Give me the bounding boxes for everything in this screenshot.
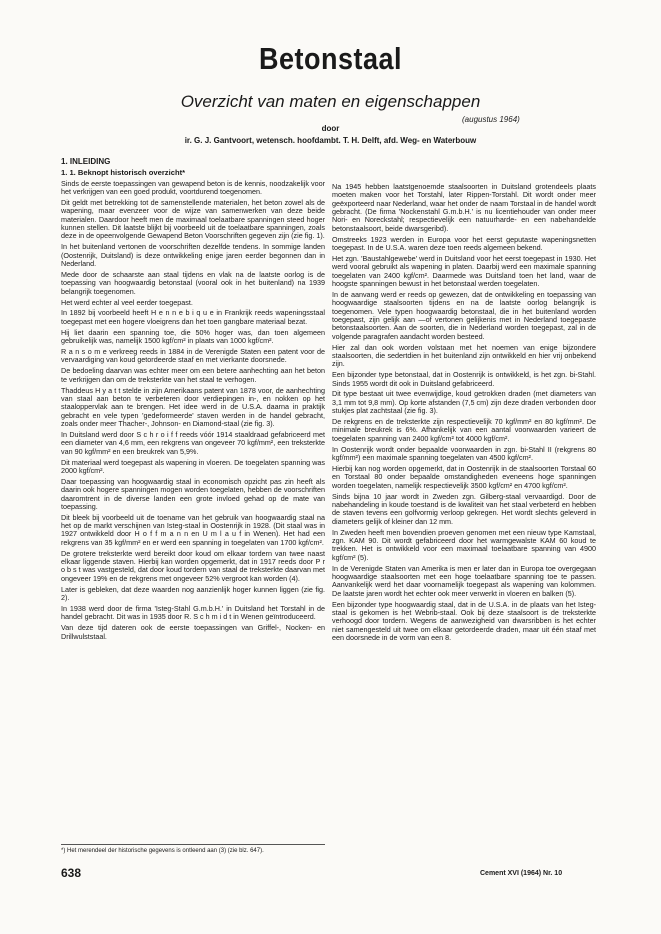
paragraph: In Duitsland werd door S c h r o i f f reeds vóór 1914 staaldraad gefabriceerd met een diameter van 4,6 mm, een rekgrens van ongeveer 70 kgf/mm², een treksterkte van 90 kgf/mm² en een breukrek van 5,9%. bbox=[61, 429, 325, 456]
paragraph: In de Verenigde Staten van Amerika is men er later dan in Europa toe overgegaan hoogwaardige staalsoorten met een hoge toelaatbare spanning toe te passen. Aanvankelijk werd het daar voornamelijk toegepast als wapening van kolommen. De laatste jaren wordt het echter ook meer verwerkt in vloeren en balken (5). bbox=[332, 563, 596, 598]
paragraph: Dit bleek bij voorbeeld uit de toename van het gebruik van hoogwaardig staal na het op de markt verschijnen van Isteg-staal in Oostenrijk in 1928. (Dit staal was in 1927 ontwikkeld door H o f f m a n n en U m l a u f in Wenen). Het had een rekgrens van 35 kgf/mm² en er werd een spanning in toegelaten van 1700 kgf/cm². bbox=[61, 512, 325, 547]
paragraph: Later is gebleken, dat deze waarden nog aanzienlijk hoger kunnen liggen (zie fig. 2). bbox=[61, 584, 325, 603]
paragraph: Hier zal dan ook worden volstaan met het noemen van enige bijzondere staalsoorten, die sedertdien in het buitenland zijn ontwikkeld en hier vrij onbekend zijn. bbox=[332, 342, 596, 369]
subsection-heading: 1. 1. Beknopt historisch overzicht* bbox=[61, 168, 186, 178]
journal-reference: Cement XVI (1964) Nr. 10 bbox=[480, 870, 563, 877]
paragraph: R a n s o m e verkreeg reeds in 1884 in de Verenigde Staten een patent voor de vervaardiging van koud getordeerde staaf en met vierkante doorsnede. bbox=[61, 347, 325, 365]
byline-author: ir. G. J. Gantvoort, wetensch. hoofdambt. T. H. Delft, afd. Weg- en Waterbouw bbox=[184, 136, 477, 145]
paragraph: Hij liet daarin een spanning toe, die 50% hoger was, dan toen algemeen gebruikelijk was, namelijk 1500 kgf/cm² in plaats van 1000 kgf/cm². bbox=[61, 327, 325, 346]
paragraph: Dit materiaal werd toegepast als wapening in vloeren. De toegelaten spanning was 2000 kgf/cm². bbox=[61, 457, 325, 475]
paragraph: Het zgn. 'Baustahlgewebe' werd in Duitsland voor het eerst toegepast in 1930. Het werd vooral gebruikt als wapening in platen. Daarbij werd een maximale spanning toegelaten van 2400 kgf/cm². Daarmede was Duitsland toen het land, waar de hoogste spanningen bewust in het betonstaal werden toegelaten. bbox=[332, 253, 596, 288]
paragraph: Daar toepassing van hoogwaardig staal in economisch opzicht pas zin heeft als daarin ook hogere spanningen mogen worden toegelaten, hebben de voorschriften daaromtrent in de diverse landen een grote invloed gehad op de mate van toepassing. bbox=[61, 476, 325, 511]
footnote: *) Het merendeel der historische gegevens is ontleend aan (3) (zie blz. 647). bbox=[61, 844, 325, 854]
paragraph: Sinds de eerste toepassingen van gewapend beton is de kennis, noodzakelijk voor het verkrijgen van een goed produkt, voortdurend toegenomen. bbox=[61, 178, 325, 197]
paragraph: Omstreeks 1923 werden in Europa voor het eerst geputaste wapeningsnetten toegepast. In de U.S.A. waren deze toen reeds algemeen bekend. bbox=[332, 234, 596, 252]
paragraph: In het buitenland vertonen de voorschriften dezelfde tendens. In sommige landen (Oostenrijk, Duitsland) is deze ontwikkeling enige jaren eerder begonnen dan in Nederland. bbox=[61, 242, 325, 268]
left-paragraphs bbox=[61, 180, 325, 641]
left-column bbox=[61, 158, 325, 644]
article-subtitle: Overzicht van maten en eigenschappen bbox=[180, 92, 481, 111]
paragraph: Dit type bestaat uit twee evenwijdige, koud getrokken draden (met diameters van 3,1 mm tot 9,8 mm). Op korte afstanden (7,5 cm) zijn deze draden verbonden door stukjes plat zachtstaal (zie fig. 3). bbox=[332, 389, 596, 416]
paragraph: Hierbij kan nog worden opgemerkt, dat in Oostenrijk in de staalsoorten Torstaal 60 en Torstaal 80 onder bepaalde omstandigheden eveneens hoge spanningen worden toegelaten, namelijk respectievelijk 3500 kgf/cm² en 4700 kgf/cm². bbox=[332, 464, 596, 490]
paragraph: In 1892 bij voorbeeld heeft H e n n e b i q u e in Frankrijk reeds wapeningsstaal toegepast met een hogere vloeigrens dan het toen gangbare materiaal bezat. bbox=[61, 308, 325, 326]
right-column bbox=[332, 183, 596, 645]
paragraph: In Oostenrijk wordt onder bepaalde voorwaarden in zgn. bi-Stahl II (rekgrens 80 kgf/mm²) een maximale spanning toegelaten van 4500 kgf/cm². bbox=[332, 444, 596, 463]
paragraph: In Zweden heeft men bovendien proeven genomen met een nieuw type Kamstaal, zgn. KAM 90. Dit wordt gefabriceerd door het warmgewalste KAM 60 koud te trekken. Het is ontwikkeld voor een maximaal toelaatbare spanning van 4900 kgf/cm² (5). bbox=[332, 527, 596, 562]
article-date: (augustus 1964) bbox=[462, 115, 520, 124]
paragraph: In de aanvang werd er reeds op gewezen, dat de ontwikkeling en toepassing van hoogwaardige staalsoorten tijdens en na de laatste oorlog belangrijk is toegenomen. Vele typen hoogwaardig betonstaal, die in het buitenland worden toegepast, zijn gelijk aan —of vertonen gelijkenis met in Nederland toegepaste betonstaalsoorten. Aan de soorten, die in Nederland worden toegepast, zal in de volgende paragrafen aandacht worden besteed. bbox=[332, 289, 596, 341]
paragraph: De grotere treksterkte werd bereikt door koud om elkaar tordern van twee naast elkaar liggende staven. Hierbij kan worden opgemerkt, dat in 1917 reeds door P r o b s t was vastgesteld, dat door koud tordern van staal de treksterkte daarvan met ongeveer 19% en de rekgrens met ongeveer 52% vergroot kan worden (4). bbox=[61, 548, 325, 583]
paragraph: Thaddeus H y a t t stelde in zijn Amerikaans patent van 1878 voor, de aanhechting van staal aan beton te verbeteren door verdiepingen in-, en nokken op het staaloppervlak aan te brengen. Het idee werd in de U.S.A. daarna in praktijk gebracht en vele typen 'gedeformeerde' staven werden in de handel gebracht, zoals onder meer Thacher-, Johnson- en Diamond-staal (zie fig. 3). bbox=[61, 385, 325, 428]
paragraph: Van deze tijd dateren ook de eerste toepassingen van Griffel-, Nocken- en Drillwulststaal. bbox=[61, 623, 325, 641]
paragraph: Een bijzonder type betonstaal, dat in Oostenrijk is ontwikkeld, is het zgn. bi-Stahl. Sinds 1955 wordt dit ook in Duitsland gefabriceerd. bbox=[332, 370, 596, 388]
byline-prefix: door bbox=[321, 124, 340, 133]
paragraph: De rekgrens en de treksterkte zijn respectievelijk 70 kgf/mm² en 80 kgf/mm². De minimale breukrek is 6%. Afhankelijk van een aantal voorwaarden varieert de toegelaten spanning van 2400 kgf/cm² tot 4000 kgf/cm². bbox=[332, 417, 596, 443]
paragraph: Het werd echter al veel eerder toegepast. bbox=[61, 297, 193, 307]
paragraph: In 1938 werd door de firma 'Isteg-Stahl G.m.b.H.' in Duitsland het Torstahl in de handel gebracht. Dit was in 1935 door R. S c h m i d t in Wenen geïntroduceerd. bbox=[61, 604, 325, 622]
paragraph: Dit geldt met betrekking tot de samenstellende materialen, het beton zowel als de wapening, maar evenzeer voor de wijze van samenwerken van deze beide materialen. Daardoor heeft men de maximaal toelaatbare spanningen steed hoger kunnen stellen. Dit laatste blijkt bij voorbeeld uit de toelaatbare spanningen, zoals deze in de opeenvolgende Gewapend Beton Voorschriften gegeven zijn (zie fig. 1). bbox=[61, 197, 325, 241]
paragraph: Een bijzonder type hoogwaardig staal, dat in de U.S.A. in de plaats van het Isteg-staal is gekomen is het Webrib-staal. Ook bij deze staalsoort is de treksterkte verhoogd door tordern. Wegens de aanwezigheid van dwarsribben is het echter niet samengesteld uit twee om elkaar getordeerde draden, maar uit één staaf met een doorsnede in de vorm van een 8. bbox=[332, 599, 596, 642]
paragraph: Mede door de schaarste aan staal tijdens en vlak na de laatste oorlog is de toepassing van hoogwaardig betonstaal (vooral ook in het buitenland) na 1939 belangrijk toegenomen. bbox=[61, 269, 325, 296]
paragraph: Sinds bijna 10 jaar wordt in Zweden zgn. Gilberg-staal vervaardigd. Door de nabehandeling in koude toestand is de kwaliteit van het staal verbeterd en hebben de staven tevens een golfvormig verloop gekregen. Het wordt slechts geleverd in diameters gelijk of kleiner dan 12 mm. bbox=[332, 491, 596, 526]
page-number: 638 bbox=[61, 866, 82, 880]
article-title: Betonstaal bbox=[258, 42, 403, 76]
right-paragraphs bbox=[332, 183, 596, 642]
section-heading: 1. INLEIDING bbox=[61, 157, 111, 166]
paragraph: Na 1945 hebben laatstgenoemde staalsoorten in Duitsland grotendeels plaats moeten maken voor het Torstahl, later Rippen-Torstahl. Dit wordt onder meer geëxporteerd naar Nederland, waar het onder de naam Torstaal in de handel wordt gebracht. (De firma 'Nockenstahl G.m.b.H.' is nu licentiehouder van onder meer Nori- en Noreckstahl; respectievelijk een natuurharde- en een nabehandelde betonstaalsoort, beide dwarsgeribd). bbox=[332, 182, 596, 233]
paragraph: De bedoeling daarvan was echter meer om een betere aanhechting aan het beton te verkrijgen dan om de treksterkte van het staal te verhogen. bbox=[61, 366, 325, 384]
